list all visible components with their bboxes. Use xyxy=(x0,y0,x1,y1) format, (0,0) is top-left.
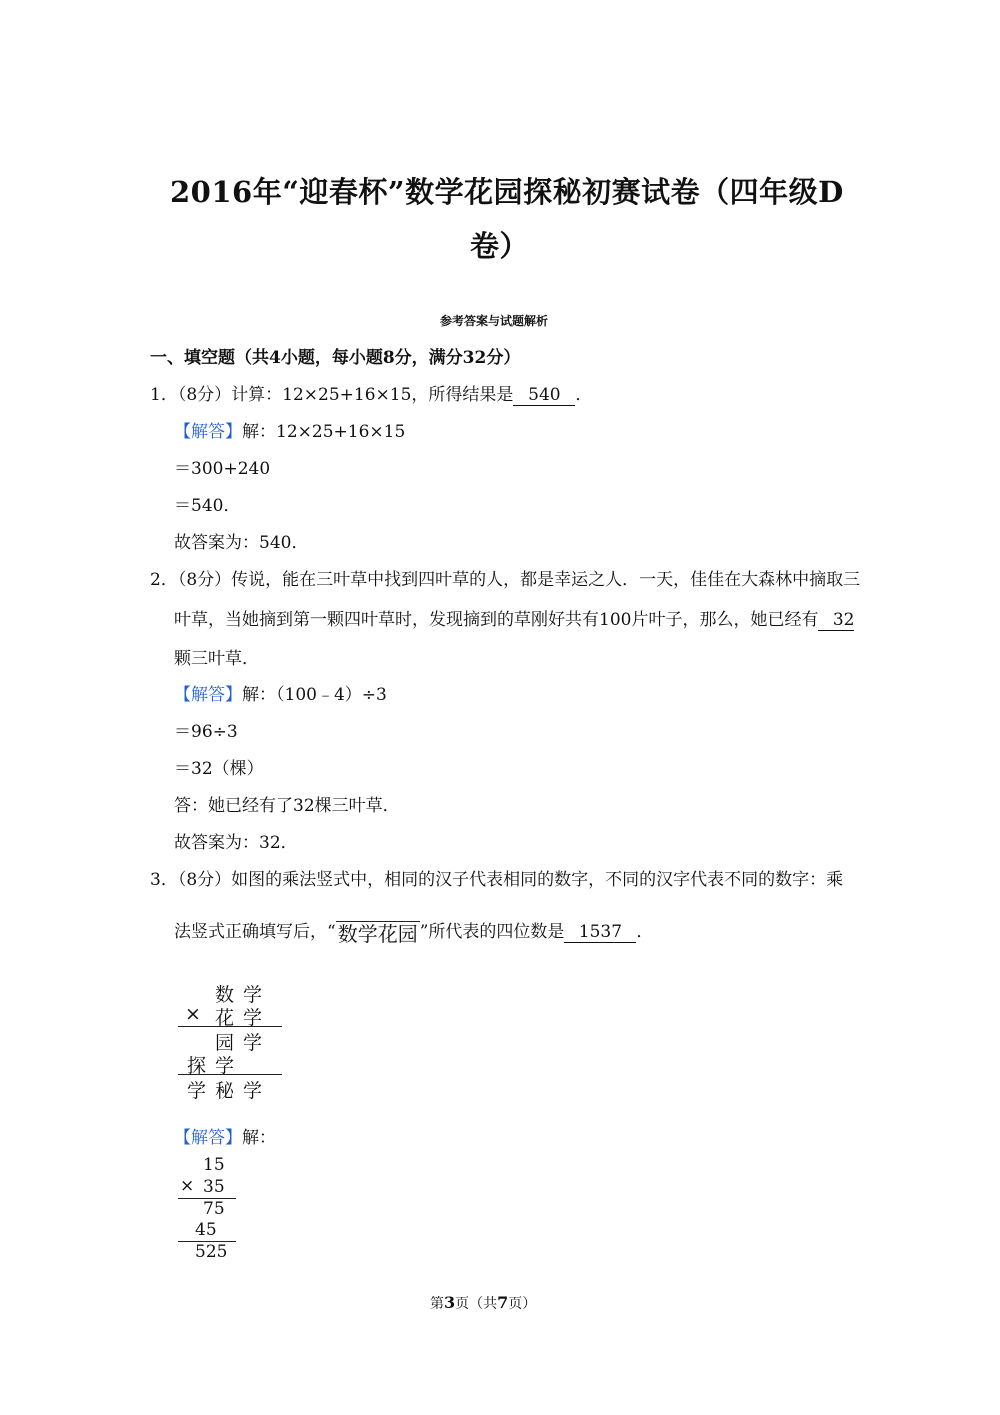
question-2-line xyxy=(174,605,854,631)
solution-number: 35 xyxy=(203,1177,225,1197)
question-1-text: 1．（8分）计算：12×25+16×15，所得结果是 xyxy=(150,385,514,405)
solution-conclusion: 故答案为：540． xyxy=(174,533,309,553)
footer-text: 第 xyxy=(430,1296,444,1312)
footer-text: 页（共 xyxy=(455,1296,498,1312)
solution-step: ＝32（棵） xyxy=(174,759,264,779)
solution-number: 525 xyxy=(195,1242,228,1262)
puzzle-char: 学 xyxy=(187,1080,207,1102)
question-2-solution xyxy=(174,680,387,705)
question-2-line: 颗三叶草． xyxy=(174,649,259,669)
puzzle-char: 学 xyxy=(215,1055,235,1077)
total-pages: 7 xyxy=(497,1293,509,1312)
puzzle-rule xyxy=(178,1074,282,1075)
puzzle-char: 园 xyxy=(215,1032,235,1054)
puzzle-char: 学 xyxy=(243,1032,263,1054)
puzzle-char: 学 xyxy=(243,984,263,1006)
solution-label: 解：12×25+16×15 xyxy=(242,422,406,442)
puzzle-char: 秘 xyxy=(215,1080,235,1102)
current-page: 3 xyxy=(444,1293,456,1312)
page-footer xyxy=(430,1293,536,1313)
question-3-answer: 1537 xyxy=(564,923,636,943)
puzzle-char: 学 xyxy=(243,1007,263,1029)
answer-tag: 【解答】 xyxy=(174,422,242,442)
times-sign: × xyxy=(180,1176,195,1196)
solution-number: 75 xyxy=(203,1199,225,1219)
times-sign: × xyxy=(185,1003,201,1025)
question-1 xyxy=(150,380,592,406)
footer-text: 页） xyxy=(508,1296,537,1312)
question-3-line xyxy=(174,917,654,946)
solution-conclusion: 故答案为：32． xyxy=(174,833,298,853)
solution-label: 解： xyxy=(242,1128,276,1148)
solution-number: 15 xyxy=(203,1155,225,1175)
question-3-text: 法竖式正确填写后，“ xyxy=(174,922,336,942)
page-title: 2016年“迎春杯”数学花园探秘初赛试卷（四年级D xyxy=(170,175,844,209)
boxed-word: 数学花园 xyxy=(337,922,418,946)
question-1-suffix: ． xyxy=(575,385,593,405)
puzzle-char: 学 xyxy=(243,1080,263,1102)
question-3-text: ”所代表的四位数是 xyxy=(419,922,565,942)
puzzle-char: 花 xyxy=(215,1007,235,1029)
question-3-solution xyxy=(174,1123,276,1148)
answer-tag: 【解答】 xyxy=(174,1128,242,1148)
subtitle: 参考答案与试题解析 xyxy=(440,314,549,328)
solution-statement: 答：她已经有了32棵三叶草． xyxy=(174,796,400,816)
question-2-line: 2．（8分）传说，能在三叶草中找到四叶草的人，都是幸运之人．一天，佳佳在大森林中摘取三 xyxy=(150,570,861,590)
answer-tag: 【解答】 xyxy=(174,685,242,705)
question-2-answer: 32 xyxy=(818,611,854,631)
section-heading: 一、填空题（共4小题，每小题8分，满分32分） xyxy=(150,348,521,368)
puzzle-rule xyxy=(178,1026,282,1027)
solution-step: ＝540． xyxy=(174,496,241,516)
question-1-solution xyxy=(174,417,405,442)
solution-step: ＝300+240 xyxy=(174,459,271,479)
solution-step: ＝96÷3 xyxy=(174,722,238,742)
page-title-continued: 卷） xyxy=(470,229,530,263)
puzzle-char: 数 xyxy=(215,984,235,1006)
question-1-answer: 540 xyxy=(513,386,575,406)
solution-label: 解：（100﹣4）÷3 xyxy=(242,685,387,705)
question-3-line: 3．（8分）如图的乘法竖式中，相同的汉子代表相同的数字，不同的汉字代表不同的数字：乘 xyxy=(150,870,844,890)
question-2-text: 叶草，当她摘到第一颗四叶草时，发现摘到的草刚好共有100片叶子，那么，她已经有 xyxy=(174,610,819,630)
solution-number: 45 xyxy=(195,1220,217,1240)
puzzle-char: 探 xyxy=(187,1055,207,1077)
question-3-suffix: ． xyxy=(636,922,654,942)
